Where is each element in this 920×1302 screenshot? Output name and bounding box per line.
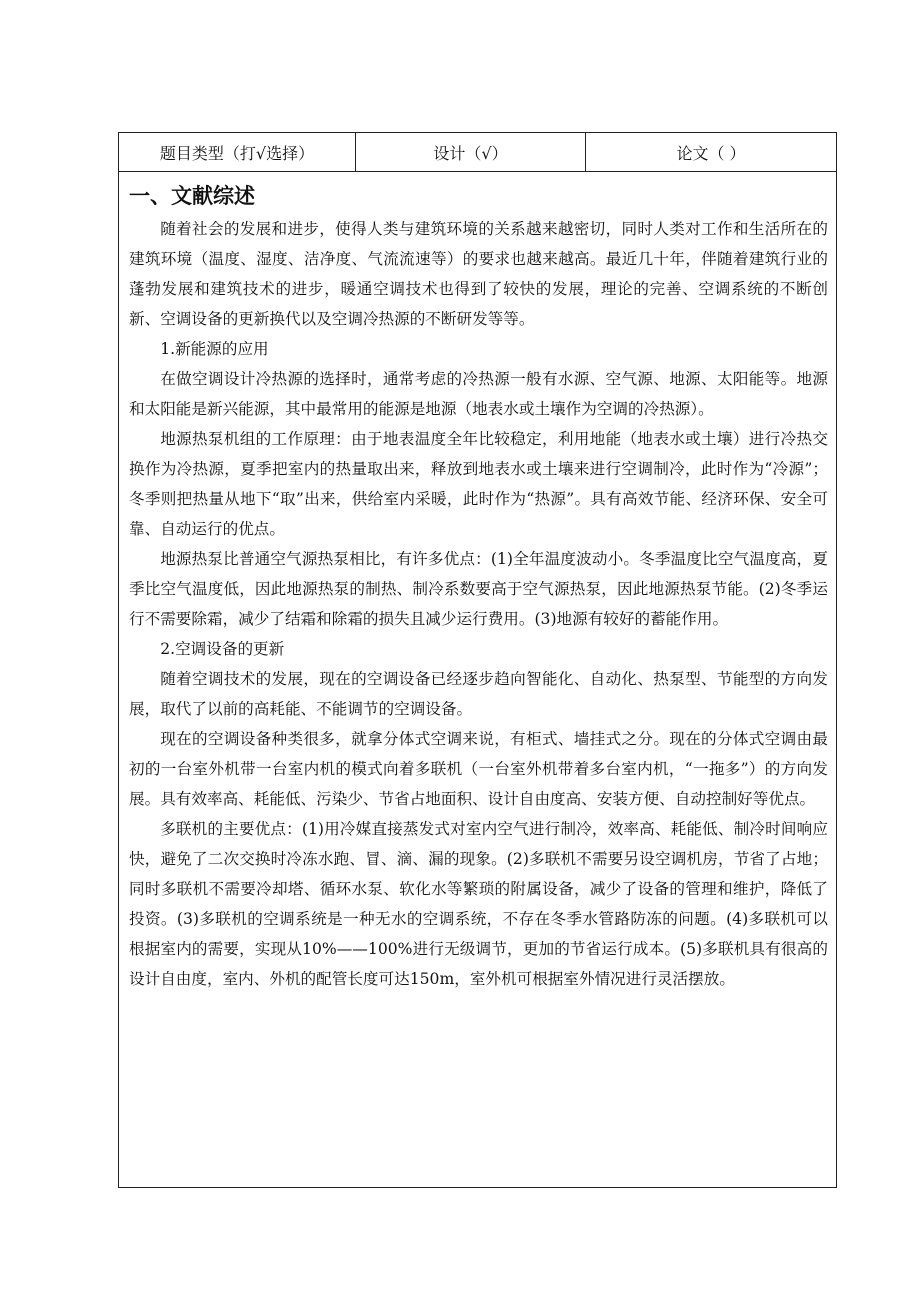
literature-review xyxy=(119,172,836,994)
paragraph: 现在的空调设备种类很多，就拿分体式空调来说，有柜式、墙挂式之分。现在的分体式空调由最初的一台室外机带一台室内机的模式向着多联机（一台室外机带着多台室内机，“一拖多”）的方向发展。具有效率高、耗能低、污染少、节省占地面积、设计自由度高、安装方便、自动控制好等优点。 xyxy=(129,730,828,808)
paragraph: 多联机的主要优点：(1)用冷媒直接蒸发式对室内空气进行制冷，效率高、耗能低、制冷时间响应快，避免了二次交换时冷冻水跑、冒、滴、漏的现象。(2)多联机不需要另设空调机房，节省了占地；同时多联机不需要冷却塔、循环水泵、软化水等繁琐的附属设备，减少了设备的管理和维护，降低了投资。(3)多联机的空调系统是一种无水的空调系统，不存在冬季水管路防冻的问题。(4)多联机可以根据室内的需要，实现从10%——100%进行无级调节，更加的节省运行成本。(5)多联机具有很高的设计自由度，室内、外机的配管长度可达150m，室外机可根据室外情况进行灵活摆放。 xyxy=(129,820,828,988)
section-title: 一、文献综述 xyxy=(129,184,255,208)
header-row xyxy=(119,133,836,172)
design-option: 设计（√） xyxy=(356,133,586,171)
paragraph: 地源热泵比普通空气源热泵相比，有许多优点：(1)全年温度波动小。冬季温度比空气温度高，夏季比空气温度低，因此地源热泵的制热、制冷系数要高于空气源热泵，因此地源热泵节能。(2)冬季运行不需要除霜，减少了结霜和除霜的损失且减少运行费用。(3)地源有较好的蓄能作用。 xyxy=(129,550,828,628)
form-table xyxy=(118,132,837,1188)
paragraph: 随着空调技术的发展，现在的空调设备已经逐步趋向智能化、自动化、热泵型、节能型的方向发展，取代了以前的高耗能、不能调节的空调设备。 xyxy=(129,670,828,718)
thesis-option: 论文（ ） xyxy=(676,143,746,163)
subheading-equipment-update: 2.空调设备的更新 xyxy=(160,640,285,658)
subheading-new-energy: 1.新能源的应用 xyxy=(160,340,269,358)
paragraph: 随着社会的发展和进步，使得人类与建筑环境的关系越来越密切，同时人类对工作和生活所在的建筑环境（温度、湿度、洁净度、气流流速等）的要求也越来越高。最近几十年，伴随着建筑行业的蓬勃发展和建筑技术的进步，暖通空调技术也得到了较快的发展，理论的完善、空调系统的不断创新、空调设备的更新换代以及空调冷热源的不断研发等等。 xyxy=(129,220,828,328)
paragraph: 在做空调设计冷热源的选择时，通常考虑的冷热源一般有水源、空气源、地源、太阳能等。地源和太阳能是新兴能源，其中最常用的能源是地源（地表水或土壤作为空调的冷热源）。 xyxy=(129,370,828,418)
topic-type-label: 题目类型（打√选择） xyxy=(119,133,356,171)
paragraph: 地源热泵机组的工作原理：由于地表温度全年比较稳定，利用地能（地表水或土壤）进行冷热交换作为冷热源，夏季把室内的热量取出来，释放到地表水或土壤来进行空调制冷，此时作为“冷源”；冬季则把热量从地下“取”出来，供给室内采暖，此时作为“热源”。具有高效节能、经济环保、安全可靠、自动运行的优点。 xyxy=(129,430,828,538)
